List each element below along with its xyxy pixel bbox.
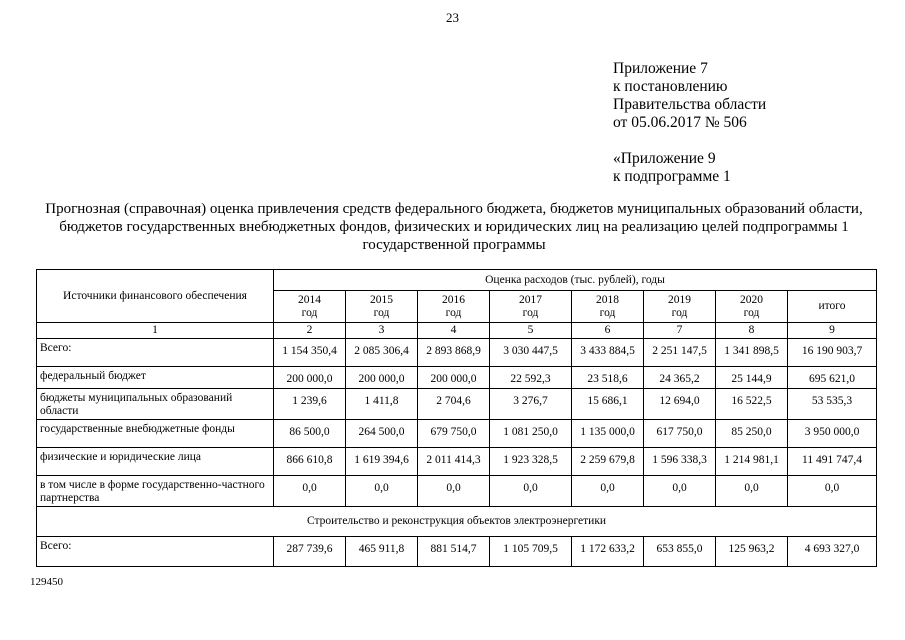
row-value: 2 704,6 <box>418 389 490 420</box>
row-value: 2 259 679,8 <box>572 448 644 476</box>
year-unit: год <box>373 306 390 319</box>
appendix-line: от 05.06.2017 № 506 <box>613 114 747 131</box>
year-unit: год <box>522 306 539 319</box>
row-label: бюджеты муниципальных образований области <box>37 389 274 420</box>
row-label: в том числе в форме государственно-частного партнерства <box>37 476 274 507</box>
year-value: 2016 <box>442 293 465 306</box>
row-value: 4 693 327,0 <box>788 537 877 567</box>
year-unit: год <box>743 306 760 319</box>
source-header: Источники финансового обеспечения <box>37 270 274 323</box>
year-header <box>274 291 346 323</box>
appendix-line: Правительства области <box>613 96 767 113</box>
row-value: 287 739,6 <box>274 537 346 567</box>
table-row <box>37 537 877 567</box>
row-value: 16 190 903,7 <box>788 339 877 367</box>
page-number: 23 <box>446 10 459 25</box>
row-value: 866 610,8 <box>274 448 346 476</box>
row-value: 125 963,2 <box>716 537 788 567</box>
row-value: 2 011 414,3 <box>418 448 490 476</box>
row-value: 11 491 747,4 <box>788 448 877 476</box>
table-row <box>37 476 877 507</box>
row-value: 3 030 447,5 <box>490 339 572 367</box>
appendix-line: «Приложение 9 <box>613 150 716 167</box>
row-value: 1 105 709,5 <box>490 537 572 567</box>
section-title: Строительство и реконструкция объектов электроэнергетики <box>37 507 877 537</box>
row-value: 1 619 394,6 <box>346 448 418 476</box>
row-label: федеральный бюджет <box>37 367 274 389</box>
row-value: 2 085 306,4 <box>346 339 418 367</box>
row-value: 2 893 868,9 <box>418 339 490 367</box>
col-number: 5 <box>490 323 572 339</box>
row-value: 0,0 <box>490 476 572 507</box>
row-value: 881 514,7 <box>418 537 490 567</box>
row-value: 16 522,5 <box>716 389 788 420</box>
appendix-line: Приложение 7 <box>613 60 708 77</box>
row-value: 695 621,0 <box>788 367 877 389</box>
row-value: 86 500,0 <box>274 420 346 448</box>
table-row <box>37 367 877 389</box>
table-row <box>37 420 877 448</box>
year-header <box>418 291 490 323</box>
row-value: 22 592,3 <box>490 367 572 389</box>
year-header <box>346 291 418 323</box>
row-value: 0,0 <box>346 476 418 507</box>
col-number: 3 <box>346 323 418 339</box>
row-value: 200 000,0 <box>418 367 490 389</box>
col-number: 2 <box>274 323 346 339</box>
year-value: 2018 <box>596 293 619 306</box>
row-label: государственные внебюджетные фонды <box>37 420 274 448</box>
row-value: 1 214 981,1 <box>716 448 788 476</box>
total-header: итого <box>788 291 877 323</box>
row-value: 53 535,3 <box>788 389 877 420</box>
year-unit: год <box>671 306 688 319</box>
year-header <box>644 291 716 323</box>
row-value: 0,0 <box>644 476 716 507</box>
table-row <box>37 389 877 420</box>
row-value: 3 950 000,0 <box>788 420 877 448</box>
row-value: 25 144,9 <box>716 367 788 389</box>
col-number: 8 <box>716 323 788 339</box>
group-header: Оценка расходов (тыс. рублей), годы <box>274 270 877 291</box>
document-code: 129450 <box>30 576 63 588</box>
row-value: 3 276,7 <box>490 389 572 420</box>
row-value: 85 250,0 <box>716 420 788 448</box>
row-value: 0,0 <box>418 476 490 507</box>
table-row <box>37 339 877 367</box>
row-value: 1 923 328,5 <box>490 448 572 476</box>
year-unit: год <box>599 306 616 319</box>
year-value: 2019 <box>668 293 691 306</box>
row-value: 653 855,0 <box>644 537 716 567</box>
row-value: 2 251 147,5 <box>644 339 716 367</box>
row-value: 679 750,0 <box>418 420 490 448</box>
section-row <box>37 507 877 537</box>
appendix-line: к подпрограмме 1 <box>613 168 731 185</box>
row-value: 3 433 884,5 <box>572 339 644 367</box>
row-value: 1 341 898,5 <box>716 339 788 367</box>
col-number-row <box>37 323 877 339</box>
col-number: 4 <box>418 323 490 339</box>
row-label: Всего: <box>37 537 274 567</box>
row-value: 24 365,2 <box>644 367 716 389</box>
row-value: 1 081 250,0 <box>490 420 572 448</box>
year-header <box>572 291 644 323</box>
row-value: 23 518,6 <box>572 367 644 389</box>
row-value: 0,0 <box>716 476 788 507</box>
row-value: 1 135 000,0 <box>572 420 644 448</box>
row-value: 1 172 633,2 <box>572 537 644 567</box>
row-value: 1 239,6 <box>274 389 346 420</box>
row-label: физические и юридические лица <box>37 448 274 476</box>
col-number: 7 <box>644 323 716 339</box>
row-value: 15 686,1 <box>572 389 644 420</box>
row-value: 0,0 <box>572 476 644 507</box>
col-number: 1 <box>37 323 274 339</box>
row-label: Всего: <box>37 339 274 367</box>
document-title: Прогнозная (справочная) оценка привлечения средств федерального бюджета, бюджетов муниципальных образований области, бюджетов государственных внебюджетных фондов, физических и юридических лиц на реализацию целей подпрограммы 1 государственной программы <box>45 201 863 253</box>
row-value: 1 596 338,3 <box>644 448 716 476</box>
row-value: 12 694,0 <box>644 389 716 420</box>
row-value: 200 000,0 <box>274 367 346 389</box>
table-row <box>37 448 877 476</box>
appendix-line: к постановлению <box>613 78 728 95</box>
year-value: 2020 <box>740 293 763 306</box>
year-value: 2015 <box>370 293 393 306</box>
col-number: 9 <box>788 323 877 339</box>
year-unit: год <box>301 306 318 319</box>
row-value: 200 000,0 <box>346 367 418 389</box>
finance-table <box>36 269 877 567</box>
row-value: 1 154 350,4 <box>274 339 346 367</box>
year-value: 2017 <box>519 293 542 306</box>
row-value: 264 500,0 <box>346 420 418 448</box>
header-row <box>37 270 877 291</box>
year-header <box>490 291 572 323</box>
row-value: 0,0 <box>274 476 346 507</box>
appendix-block <box>613 60 766 186</box>
row-value: 0,0 <box>788 476 877 507</box>
year-unit: год <box>445 306 462 319</box>
row-value: 617 750,0 <box>644 420 716 448</box>
year-header <box>716 291 788 323</box>
year-value: 2014 <box>298 293 321 306</box>
row-value: 465 911,8 <box>346 537 418 567</box>
row-value: 1 411,8 <box>346 389 418 420</box>
col-number: 6 <box>572 323 644 339</box>
